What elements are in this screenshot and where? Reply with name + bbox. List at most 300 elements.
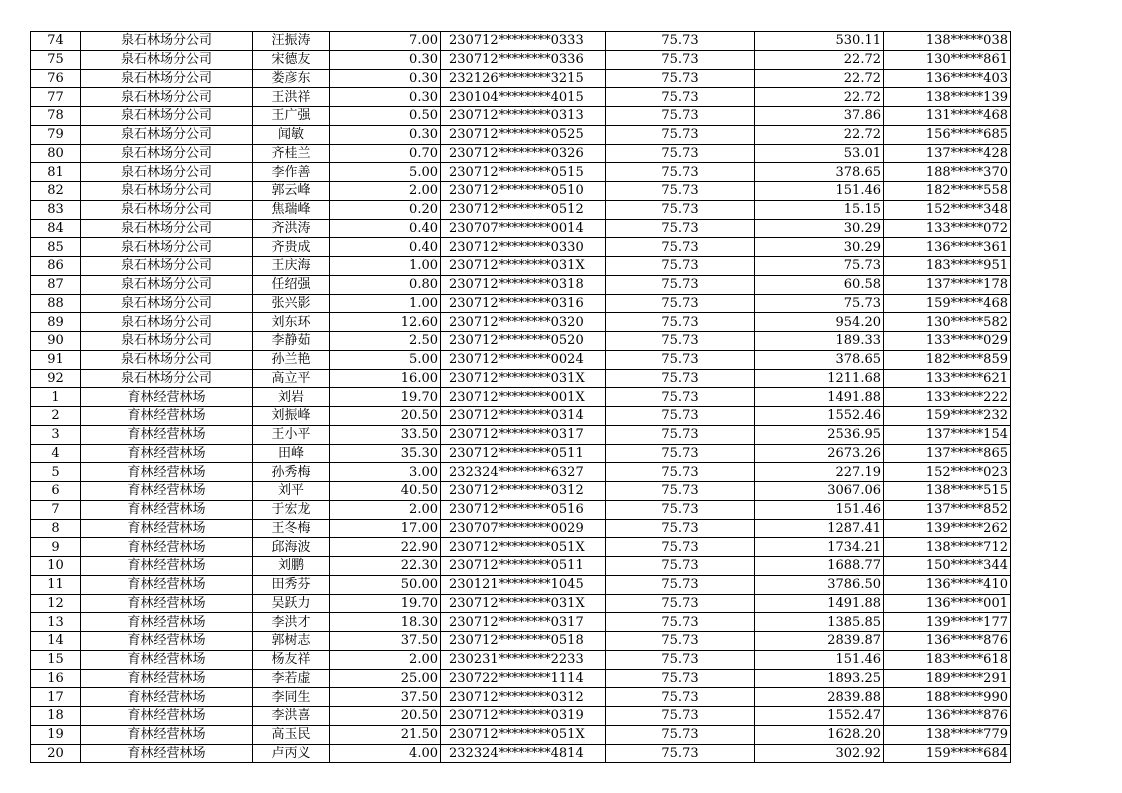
- id-number-cell: 230712********0520: [441, 332, 606, 351]
- id-number-cell: 230712********031X: [441, 257, 606, 276]
- name-cell: 李若虚: [253, 669, 330, 688]
- area-cell: 35.30: [330, 444, 441, 463]
- amount-cell: 378.65: [755, 163, 884, 182]
- area-cell: 12.60: [330, 313, 441, 332]
- name-cell: 齐贵成: [253, 238, 330, 257]
- unit-price-cell: 75.73: [606, 313, 755, 332]
- table-row: [31, 482, 1011, 501]
- table-row: [31, 144, 1011, 163]
- amount-cell: 2839.88: [755, 688, 884, 707]
- table-row: [31, 275, 1011, 294]
- area-cell: 37.50: [330, 688, 441, 707]
- table-row: [31, 388, 1011, 407]
- unit-cell: 泉石林场分公司: [81, 332, 253, 351]
- phone-cell: 133*****621: [884, 369, 1011, 388]
- table-row: [31, 500, 1011, 519]
- id-number-cell: 230712********031X: [441, 369, 606, 388]
- unit-cell: 育林经营林场: [81, 463, 253, 482]
- unit-cell: 泉石林场分公司: [81, 257, 253, 276]
- amount-cell: 3067.06: [755, 482, 884, 501]
- amount-cell: 1287.41: [755, 519, 884, 538]
- area-cell: 1.00: [330, 294, 441, 313]
- table-row: [31, 557, 1011, 576]
- row-number-cell: 90: [31, 332, 81, 351]
- unit-cell: 泉石林场分公司: [81, 219, 253, 238]
- row-number-cell: 19: [31, 725, 81, 744]
- unit-cell: 泉石林场分公司: [81, 182, 253, 201]
- unit-cell: 育林经营林场: [81, 613, 253, 632]
- id-number-cell: 230712********0312: [441, 482, 606, 501]
- amount-cell: 1211.68: [755, 369, 884, 388]
- area-cell: 0.70: [330, 144, 441, 163]
- unit-price-cell: 75.73: [606, 482, 755, 501]
- unit-cell: 泉石林场分公司: [81, 200, 253, 219]
- table-row: [31, 125, 1011, 144]
- row-number-cell: 14: [31, 632, 81, 651]
- unit-cell: 育林经营林场: [81, 744, 253, 763]
- unit-price-cell: 75.73: [606, 332, 755, 351]
- table-row: [31, 444, 1011, 463]
- unit-price-cell: 75.73: [606, 575, 755, 594]
- unit-cell: 育林经营林场: [81, 575, 253, 594]
- table-row: [31, 744, 1011, 763]
- unit-cell: 育林经营林场: [81, 650, 253, 669]
- id-number-cell: 230712********001X: [441, 388, 606, 407]
- name-cell: 王洪祥: [253, 88, 330, 107]
- table-row: [31, 688, 1011, 707]
- name-cell: 刘岩: [253, 388, 330, 407]
- name-cell: 田峰: [253, 444, 330, 463]
- id-number-cell: 230712********051X: [441, 538, 606, 557]
- amount-cell: 3786.50: [755, 575, 884, 594]
- amount-cell: 302.92: [755, 744, 884, 763]
- unit-price-cell: 75.73: [606, 200, 755, 219]
- unit-cell: 泉石林场分公司: [81, 313, 253, 332]
- unit-price-cell: 75.73: [606, 707, 755, 726]
- table-row: [31, 182, 1011, 201]
- row-number-cell: 80: [31, 144, 81, 163]
- unit-cell: 育林经营林场: [81, 519, 253, 538]
- phone-cell: 189*****291: [884, 669, 1011, 688]
- table-row: [31, 632, 1011, 651]
- row-number-cell: 13: [31, 613, 81, 632]
- table-row: [31, 238, 1011, 257]
- unit-price-cell: 75.73: [606, 594, 755, 613]
- area-cell: 0.50: [330, 107, 441, 126]
- row-number-cell: 79: [31, 125, 81, 144]
- id-number-cell: 230712********0313: [441, 107, 606, 126]
- amount-cell: 53.01: [755, 144, 884, 163]
- name-cell: 齐洪涛: [253, 219, 330, 238]
- phone-cell: 137*****428: [884, 144, 1011, 163]
- area-cell: 25.00: [330, 669, 441, 688]
- phone-cell: 159*****468: [884, 294, 1011, 313]
- name-cell: 杨友祥: [253, 650, 330, 669]
- unit-cell: 泉石林场分公司: [81, 238, 253, 257]
- id-number-cell: 230712********0326: [441, 144, 606, 163]
- area-cell: 2.00: [330, 182, 441, 201]
- name-cell: 郭树志: [253, 632, 330, 651]
- area-cell: 22.90: [330, 538, 441, 557]
- id-number-cell: 230712********0515: [441, 163, 606, 182]
- amount-cell: 1491.88: [755, 594, 884, 613]
- phone-cell: 136*****876: [884, 632, 1011, 651]
- id-number-cell: 232126********3215: [441, 69, 606, 88]
- name-cell: 刘振峰: [253, 407, 330, 426]
- table-row: [31, 88, 1011, 107]
- phone-cell: 188*****990: [884, 688, 1011, 707]
- phone-cell: 137*****865: [884, 444, 1011, 463]
- table-row: [31, 650, 1011, 669]
- area-cell: 50.00: [330, 575, 441, 594]
- row-number-cell: 85: [31, 238, 81, 257]
- unit-cell: 育林经营林场: [81, 388, 253, 407]
- row-number-cell: 18: [31, 707, 81, 726]
- table-row: [31, 425, 1011, 444]
- id-number-cell: 230231********2233: [441, 650, 606, 669]
- id-number-cell: 230712********0314: [441, 407, 606, 426]
- phone-cell: 183*****618: [884, 650, 1011, 669]
- row-number-cell: 88: [31, 294, 81, 313]
- phone-cell: 152*****023: [884, 463, 1011, 482]
- area-cell: 40.50: [330, 482, 441, 501]
- row-number-cell: 6: [31, 482, 81, 501]
- id-number-cell: 230707********0029: [441, 519, 606, 538]
- phone-cell: 133*****222: [884, 388, 1011, 407]
- row-number-cell: 77: [31, 88, 81, 107]
- phone-cell: 188*****370: [884, 163, 1011, 182]
- unit-price-cell: 75.73: [606, 725, 755, 744]
- name-cell: 焦瑞峰: [253, 200, 330, 219]
- phone-cell: 138*****038: [884, 32, 1011, 51]
- row-number-cell: 11: [31, 575, 81, 594]
- phone-cell: 156*****685: [884, 125, 1011, 144]
- unit-cell: 泉石林场分公司: [81, 369, 253, 388]
- name-cell: 王冬梅: [253, 519, 330, 538]
- table-row: [31, 219, 1011, 238]
- row-number-cell: 15: [31, 650, 81, 669]
- name-cell: 王庆海: [253, 257, 330, 276]
- unit-price-cell: 75.73: [606, 88, 755, 107]
- unit-price-cell: 75.73: [606, 50, 755, 69]
- name-cell: 齐桂兰: [253, 144, 330, 163]
- phone-cell: 159*****684: [884, 744, 1011, 763]
- unit-cell: 泉石林场分公司: [81, 69, 253, 88]
- amount-cell: 1491.88: [755, 388, 884, 407]
- table-row: [31, 463, 1011, 482]
- id-number-cell: 230712********0511: [441, 557, 606, 576]
- unit-price-cell: 75.73: [606, 294, 755, 313]
- area-cell: 1.00: [330, 257, 441, 276]
- id-number-cell: 230712********0320: [441, 313, 606, 332]
- unit-price-cell: 75.73: [606, 238, 755, 257]
- area-cell: 20.50: [330, 707, 441, 726]
- unit-cell: 育林经营林场: [81, 482, 253, 501]
- area-cell: 0.30: [330, 88, 441, 107]
- area-cell: 19.70: [330, 594, 441, 613]
- amount-cell: 30.29: [755, 219, 884, 238]
- phone-cell: 130*****861: [884, 50, 1011, 69]
- amount-cell: 2536.95: [755, 425, 884, 444]
- unit-cell: 育林经营林场: [81, 632, 253, 651]
- amount-cell: 151.46: [755, 650, 884, 669]
- id-number-cell: 230712********0512: [441, 200, 606, 219]
- name-cell: 郭云峰: [253, 182, 330, 201]
- amount-cell: 1893.25: [755, 669, 884, 688]
- area-cell: 20.50: [330, 407, 441, 426]
- id-number-cell: 230712********0319: [441, 707, 606, 726]
- row-number-cell: 2: [31, 407, 81, 426]
- id-number-cell: 230712********0317: [441, 613, 606, 632]
- name-cell: 王小平: [253, 425, 330, 444]
- row-number-cell: 75: [31, 50, 81, 69]
- table-row: [31, 50, 1011, 69]
- unit-cell: 泉石林场分公司: [81, 50, 253, 69]
- amount-cell: 1552.47: [755, 707, 884, 726]
- table-row: [31, 538, 1011, 557]
- unit-price-cell: 75.73: [606, 407, 755, 426]
- name-cell: 于宏龙: [253, 500, 330, 519]
- unit-price-cell: 75.73: [606, 388, 755, 407]
- phone-cell: 150*****344: [884, 557, 1011, 576]
- unit-cell: 育林经营林场: [81, 444, 253, 463]
- unit-price-cell: 75.73: [606, 350, 755, 369]
- unit-price-cell: 75.73: [606, 163, 755, 182]
- area-cell: 21.50: [330, 725, 441, 744]
- amount-cell: 1628.20: [755, 725, 884, 744]
- data-table: [30, 31, 1011, 763]
- unit-cell: 泉石林场分公司: [81, 32, 253, 51]
- name-cell: 闻敏: [253, 125, 330, 144]
- area-cell: 7.00: [330, 32, 441, 51]
- area-cell: 0.30: [330, 69, 441, 88]
- amount-cell: 954.20: [755, 313, 884, 332]
- row-number-cell: 92: [31, 369, 81, 388]
- amount-cell: 22.72: [755, 69, 884, 88]
- name-cell: 李静茹: [253, 332, 330, 351]
- area-cell: 33.50: [330, 425, 441, 444]
- row-number-cell: 20: [31, 744, 81, 763]
- row-number-cell: 82: [31, 182, 81, 201]
- unit-cell: 泉石林场分公司: [81, 294, 253, 313]
- area-cell: 22.30: [330, 557, 441, 576]
- row-number-cell: 78: [31, 107, 81, 126]
- unit-price-cell: 75.73: [606, 650, 755, 669]
- row-number-cell: 91: [31, 350, 81, 369]
- phone-cell: 152*****348: [884, 200, 1011, 219]
- area-cell: 0.30: [330, 125, 441, 144]
- amount-cell: 530.11: [755, 32, 884, 51]
- id-number-cell: 230712********051X: [441, 725, 606, 744]
- id-number-cell: 230712********0024: [441, 350, 606, 369]
- unit-price-cell: 75.73: [606, 107, 755, 126]
- name-cell: 汪振涛: [253, 32, 330, 51]
- row-number-cell: 83: [31, 200, 81, 219]
- unit-price-cell: 75.73: [606, 219, 755, 238]
- row-number-cell: 86: [31, 257, 81, 276]
- unit-cell: 泉石林场分公司: [81, 88, 253, 107]
- phone-cell: 136*****001: [884, 594, 1011, 613]
- name-cell: 高玉民: [253, 725, 330, 744]
- amount-cell: 15.15: [755, 200, 884, 219]
- area-cell: 19.70: [330, 388, 441, 407]
- amount-cell: 1688.77: [755, 557, 884, 576]
- name-cell: 刘鹏: [253, 557, 330, 576]
- phone-cell: 131*****468: [884, 107, 1011, 126]
- table-row: [31, 294, 1011, 313]
- row-number-cell: 10: [31, 557, 81, 576]
- row-number-cell: 5: [31, 463, 81, 482]
- phone-cell: 133*****029: [884, 332, 1011, 351]
- unit-price-cell: 75.73: [606, 500, 755, 519]
- area-cell: 5.00: [330, 350, 441, 369]
- name-cell: 吴跃力: [253, 594, 330, 613]
- row-number-cell: 1: [31, 388, 81, 407]
- table-row: [31, 594, 1011, 613]
- area-cell: 2.00: [330, 650, 441, 669]
- unit-cell: 育林经营林场: [81, 538, 253, 557]
- phone-cell: 136*****403: [884, 69, 1011, 88]
- unit-price-cell: 75.73: [606, 275, 755, 294]
- id-number-cell: 230712********031X: [441, 594, 606, 613]
- amount-cell: 1734.21: [755, 538, 884, 557]
- name-cell: 刘平: [253, 482, 330, 501]
- unit-cell: 泉石林场分公司: [81, 125, 253, 144]
- row-number-cell: 84: [31, 219, 81, 238]
- unit-price-cell: 75.73: [606, 182, 755, 201]
- phone-cell: 137*****852: [884, 500, 1011, 519]
- amount-cell: 22.72: [755, 50, 884, 69]
- area-cell: 17.00: [330, 519, 441, 538]
- amount-cell: 1385.85: [755, 613, 884, 632]
- id-number-cell: 230712********0511: [441, 444, 606, 463]
- name-cell: 李洪才: [253, 613, 330, 632]
- unit-cell: 育林经营林场: [81, 557, 253, 576]
- unit-cell: 育林经营林场: [81, 688, 253, 707]
- unit-cell: 育林经营林场: [81, 407, 253, 426]
- unit-price-cell: 75.73: [606, 369, 755, 388]
- table-row: [31, 200, 1011, 219]
- unit-price-cell: 75.73: [606, 125, 755, 144]
- id-number-cell: 230712********0510: [441, 182, 606, 201]
- area-cell: 5.00: [330, 163, 441, 182]
- row-number-cell: 74: [31, 32, 81, 51]
- unit-price-cell: 75.73: [606, 613, 755, 632]
- unit-cell: 育林经营林场: [81, 594, 253, 613]
- area-cell: 18.30: [330, 613, 441, 632]
- table-row: [31, 257, 1011, 276]
- area-cell: 0.40: [330, 238, 441, 257]
- area-cell: 0.30: [330, 50, 441, 69]
- amount-cell: 189.33: [755, 332, 884, 351]
- phone-cell: 139*****177: [884, 613, 1011, 632]
- unit-cell: 泉石林场分公司: [81, 350, 253, 369]
- unit-price-cell: 75.73: [606, 744, 755, 763]
- id-number-cell: 230712********0312: [441, 688, 606, 707]
- amount-cell: 22.72: [755, 125, 884, 144]
- name-cell: 孙兰艳: [253, 350, 330, 369]
- phone-cell: 130*****582: [884, 313, 1011, 332]
- name-cell: 娄彦东: [253, 69, 330, 88]
- unit-price-cell: 75.73: [606, 425, 755, 444]
- id-number-cell: 230712********0318: [441, 275, 606, 294]
- name-cell: 李作善: [253, 163, 330, 182]
- unit-cell: 泉石林场分公司: [81, 275, 253, 294]
- amount-cell: 60.58: [755, 275, 884, 294]
- area-cell: 2.00: [330, 500, 441, 519]
- area-cell: 0.20: [330, 200, 441, 219]
- name-cell: 张兴影: [253, 294, 330, 313]
- id-number-cell: 230712********0330: [441, 238, 606, 257]
- row-number-cell: 76: [31, 69, 81, 88]
- unit-cell: 泉石林场分公司: [81, 163, 253, 182]
- id-number-cell: 230722********1114: [441, 669, 606, 688]
- table-row: [31, 725, 1011, 744]
- name-cell: 卢丙义: [253, 744, 330, 763]
- amount-cell: 2839.87: [755, 632, 884, 651]
- phone-cell: 182*****859: [884, 350, 1011, 369]
- phone-cell: 182*****558: [884, 182, 1011, 201]
- id-number-cell: 230712********0317: [441, 425, 606, 444]
- name-cell: 高立平: [253, 369, 330, 388]
- phone-cell: 133*****072: [884, 219, 1011, 238]
- id-number-cell: 230712********0525: [441, 125, 606, 144]
- amount-cell: 1552.46: [755, 407, 884, 426]
- unit-price-cell: 75.73: [606, 538, 755, 557]
- unit-cell: 育林经营林场: [81, 425, 253, 444]
- table-row: [31, 575, 1011, 594]
- table-row: [31, 163, 1011, 182]
- unit-price-cell: 75.73: [606, 463, 755, 482]
- unit-price-cell: 75.73: [606, 257, 755, 276]
- name-cell: 田秀芬: [253, 575, 330, 594]
- unit-cell: 泉石林场分公司: [81, 144, 253, 163]
- name-cell: 李同生: [253, 688, 330, 707]
- id-number-cell: 230712********0518: [441, 632, 606, 651]
- row-number-cell: 9: [31, 538, 81, 557]
- row-number-cell: 7: [31, 500, 81, 519]
- name-cell: 宋德友: [253, 50, 330, 69]
- area-cell: 0.40: [330, 219, 441, 238]
- id-number-cell: 230712********0336: [441, 50, 606, 69]
- area-cell: 3.00: [330, 463, 441, 482]
- table-row: [31, 332, 1011, 351]
- table-row: [31, 613, 1011, 632]
- unit-cell: 育林经营林场: [81, 669, 253, 688]
- name-cell: 李洪喜: [253, 707, 330, 726]
- row-number-cell: 17: [31, 688, 81, 707]
- amount-cell: 30.29: [755, 238, 884, 257]
- table-row: [31, 669, 1011, 688]
- unit-price-cell: 75.73: [606, 32, 755, 51]
- name-cell: 王广强: [253, 107, 330, 126]
- area-cell: 37.50: [330, 632, 441, 651]
- phone-cell: 138*****139: [884, 88, 1011, 107]
- phone-cell: 183*****951: [884, 257, 1011, 276]
- phone-cell: 136*****876: [884, 707, 1011, 726]
- table-row: [31, 350, 1011, 369]
- row-number-cell: 87: [31, 275, 81, 294]
- phone-cell: 138*****515: [884, 482, 1011, 501]
- name-cell: 孙秀梅: [253, 463, 330, 482]
- id-number-cell: 230121********1045: [441, 575, 606, 594]
- phone-cell: 137*****178: [884, 275, 1011, 294]
- name-cell: 刘东环: [253, 313, 330, 332]
- phone-cell: 137*****154: [884, 425, 1011, 444]
- unit-price-cell: 75.73: [606, 69, 755, 88]
- row-number-cell: 16: [31, 669, 81, 688]
- row-number-cell: 8: [31, 519, 81, 538]
